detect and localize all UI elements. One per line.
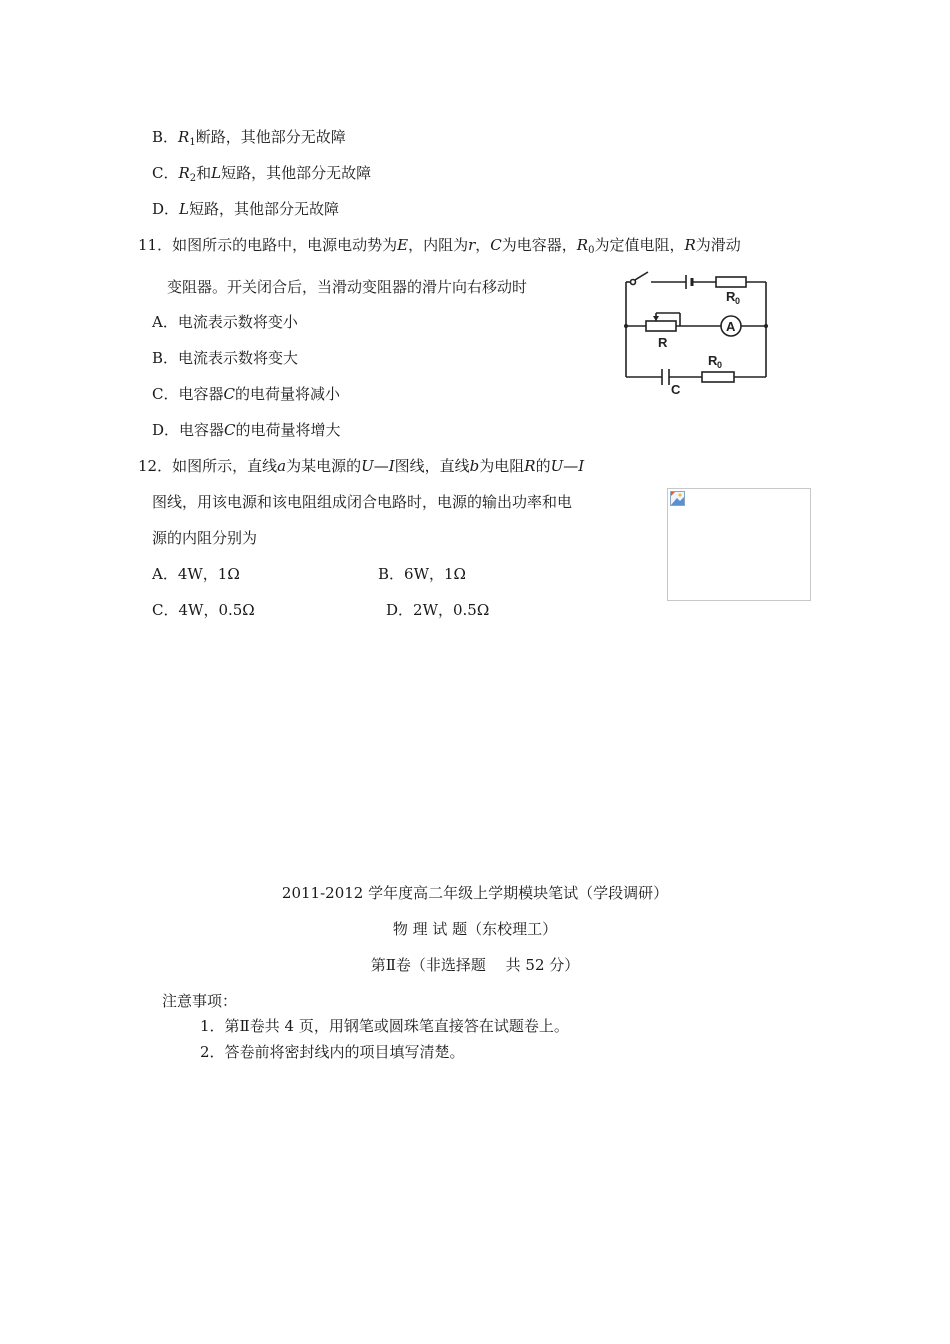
label-r: R <box>658 335 668 350</box>
subscript: 2 <box>189 173 197 184</box>
stem-text: 为某电源的 <box>286 457 362 475</box>
q10-option-c <box>152 163 371 189</box>
q12-stem-line1 <box>138 456 584 476</box>
part2-subject: 物 理 试 题（东校理工） <box>392 920 558 938</box>
option-letter: D． <box>152 200 180 218</box>
rheostat-r <box>646 321 676 331</box>
q12-option-b: B．6W，1Ω <box>378 565 466 583</box>
label-a: A <box>726 319 736 334</box>
stem-text: 为滑动 <box>695 236 741 254</box>
label-r0-bottom: R <box>708 353 718 368</box>
option-letter: B． <box>152 128 179 146</box>
q11-option-a: A．电流表示数将变小 <box>152 313 298 331</box>
notice-item-2: 2．答卷前将密封线内的项目填写清楚。 <box>200 1043 465 1061</box>
q12-option-d: D．2W，0.5Ω <box>386 601 490 619</box>
broken-image-placeholder <box>667 488 811 601</box>
broken-image-icon <box>670 491 685 506</box>
q12-option-c: C．4W，0.5Ω <box>152 601 255 619</box>
option-letter: C． <box>152 164 179 182</box>
notice-heading: 注意事项： <box>162 992 238 1010</box>
stem-text: ， <box>475 236 491 254</box>
q10-option-b <box>152 127 346 153</box>
stem-text: 的 <box>535 457 551 475</box>
option-text: 短路，其他部分无故障 <box>221 164 372 182</box>
stem-text: 如图所示的电路中，电源电动势为 <box>172 236 398 254</box>
q10-option-d <box>152 199 339 219</box>
symbol-e: E <box>397 236 409 254</box>
q11-option-d <box>152 420 341 440</box>
q11-option-c <box>152 384 340 404</box>
part2-section: 第Ⅱ卷（非选择题 共 52 分） <box>370 956 580 974</box>
circuit-diagram <box>618 270 774 398</box>
label-c: C <box>671 382 681 397</box>
symbol-l: L <box>211 164 222 182</box>
symbol-c: C <box>223 385 235 403</box>
subscript: 1 <box>189 137 196 148</box>
label-r0-top: R <box>726 289 736 304</box>
subscript: 0 <box>588 245 595 256</box>
resistor-r0-top <box>716 277 746 287</box>
symbol-c: C <box>224 421 236 439</box>
symbol-c: C <box>490 236 502 254</box>
option-text: 的电荷量将减小 <box>234 385 340 403</box>
symbol-r: R <box>178 164 190 182</box>
question-number: 12． <box>138 457 173 475</box>
symbol-r0: R <box>576 236 589 254</box>
q12-stem-line3: 源的内阻分别为 <box>152 529 258 547</box>
q12-option-a: A．4W，1Ω <box>152 565 240 583</box>
stem-text: 为电阻 <box>479 457 525 475</box>
part2-title: 2011-2012 学年度高二年级上学期模块笔试（学段调研） <box>281 884 669 902</box>
stem-text: 图线，直线 <box>394 457 470 475</box>
symbol-r: R <box>524 457 536 475</box>
q12-stem-line2: 图线，用该电源和该电阻组成闭合电路时，电源的输出功率和电 <box>152 493 573 511</box>
option-text: 断路，其他部分无故障 <box>195 128 346 146</box>
stem-text: 为定值电阻， <box>594 236 685 254</box>
q11-option-b: B．电流表示数将变大 <box>152 349 299 367</box>
label-subscript: 0 <box>717 360 723 370</box>
option-text: 短路，其他部分无故障 <box>189 200 340 218</box>
option-text: 的电荷量将增大 <box>235 421 341 439</box>
symbol-ui: U—I <box>550 457 585 475</box>
label-subscript: 0 <box>735 296 741 306</box>
q11-stem-line1 <box>138 235 741 261</box>
stem-text: ，内阻为 <box>408 236 469 254</box>
symbol-b: b <box>469 457 480 475</box>
symbol-r: R <box>684 236 696 254</box>
stem-text: 为电容器， <box>501 236 577 254</box>
notice-item-1: 1．第Ⅱ卷共 4 页，用钢笔或圆珠笔直接答在试题卷上。 <box>200 1017 569 1035</box>
resistor-r0-bottom <box>702 372 734 382</box>
symbol-r: R <box>178 128 190 146</box>
option-text: C．电容器 <box>152 385 224 403</box>
symbol-a: a <box>277 457 287 475</box>
symbol-r: r <box>468 236 476 254</box>
option-text: D．电容器 <box>152 421 225 439</box>
question-number: 11． <box>138 236 173 254</box>
symbol-ui: U—I <box>361 457 395 475</box>
switch-blade <box>635 272 648 280</box>
q11-stem-line2: 变阻器。开关闭合后，当滑动变阻器的滑片向右移动时 <box>167 278 528 296</box>
switch-terminal <box>631 280 636 285</box>
symbol-l: L <box>179 200 189 218</box>
option-text: 和 <box>196 164 212 182</box>
stem-text: 如图所示，直线 <box>172 457 278 475</box>
